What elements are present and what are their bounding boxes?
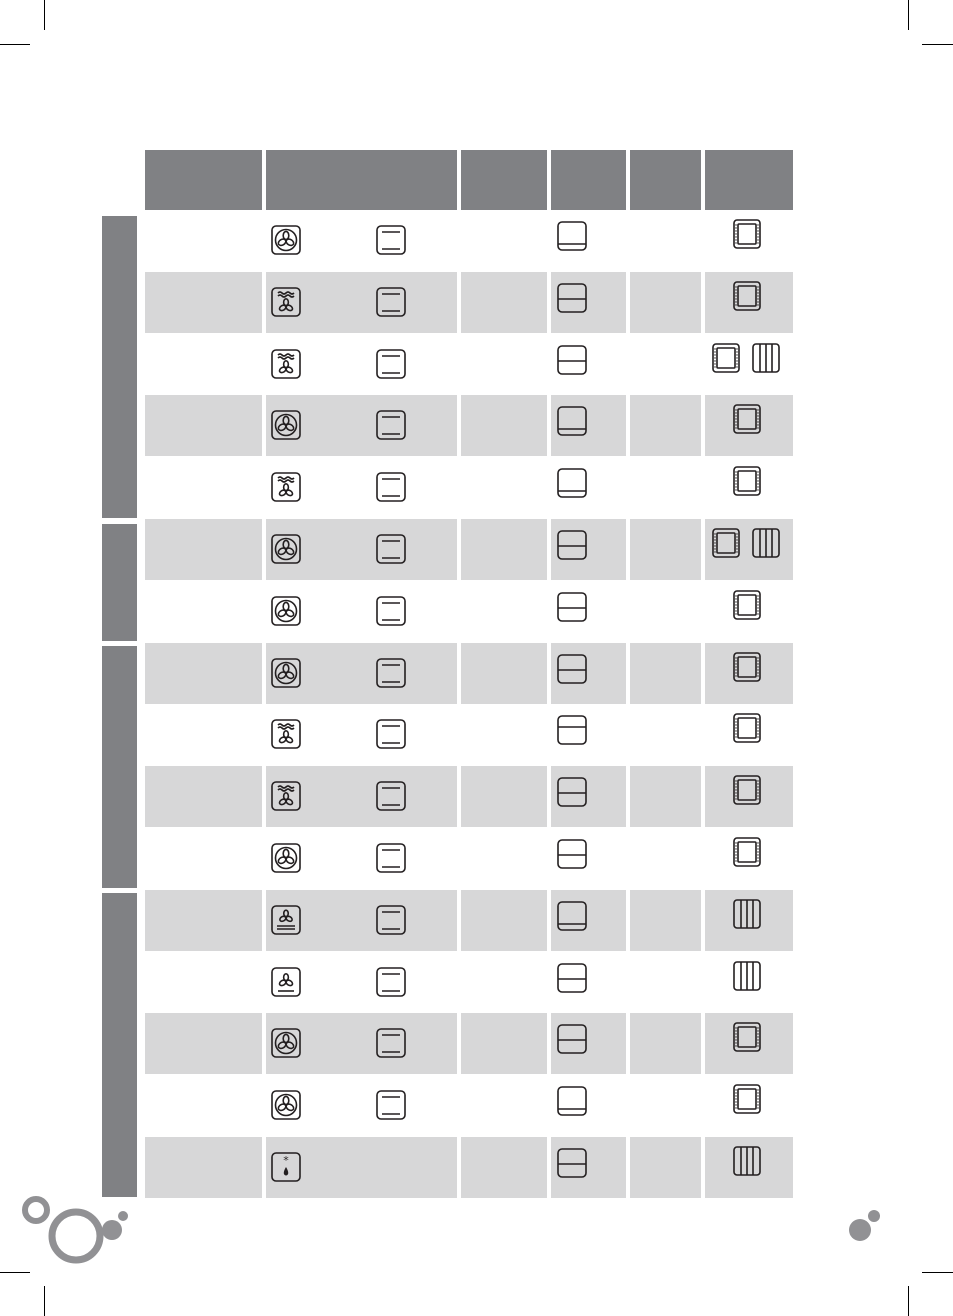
row-cell xyxy=(145,890,262,951)
display-icon xyxy=(375,286,407,318)
row-cell xyxy=(145,643,262,704)
fan-bottom-heat-icon xyxy=(270,904,302,936)
tray-icon xyxy=(731,712,763,744)
fan-grill-icon xyxy=(270,471,302,503)
row-cell xyxy=(630,1137,701,1198)
shelf-bottom-icon xyxy=(556,467,588,499)
row-cell xyxy=(461,519,547,580)
display-icon xyxy=(375,1027,407,1059)
shelf-middle-icon xyxy=(556,962,588,994)
shelf-bottom-icon xyxy=(556,1085,588,1117)
fan-round-icon xyxy=(270,842,302,874)
rack-icon xyxy=(750,342,782,374)
header-cell-4 xyxy=(630,150,701,210)
row-cell xyxy=(461,395,547,456)
shelf-bottom-icon xyxy=(556,220,588,252)
row-cell xyxy=(630,1013,701,1074)
shelf-bottom-icon xyxy=(556,900,588,932)
fan-grill-icon xyxy=(270,780,302,812)
rack-icon xyxy=(731,898,763,930)
svg-text:*: * xyxy=(283,1154,289,1167)
row-cell xyxy=(461,766,547,827)
display-icon xyxy=(375,224,407,256)
row-cell xyxy=(145,1137,262,1198)
row-cell xyxy=(461,272,547,333)
decorative-circles-left xyxy=(20,1188,140,1268)
crop-mark xyxy=(922,44,953,45)
display-icon xyxy=(375,718,407,750)
crop-mark xyxy=(44,1286,45,1316)
row-cell xyxy=(630,643,701,704)
fan-round-icon xyxy=(270,657,302,689)
crop-mark xyxy=(0,44,30,45)
tray-icon xyxy=(731,403,763,435)
rack-icon xyxy=(750,527,782,559)
shelf-middle-icon xyxy=(556,1147,588,1179)
tray-icon xyxy=(731,280,763,312)
row-cell xyxy=(145,766,262,827)
shelf-middle-icon xyxy=(556,529,588,561)
fan-round-icon xyxy=(270,409,302,441)
fan-round-icon xyxy=(270,1089,302,1121)
fan-round-icon xyxy=(270,595,302,627)
tray-icon xyxy=(731,651,763,683)
fan-grill-icon xyxy=(270,718,302,750)
row-cell xyxy=(145,519,262,580)
category-bar xyxy=(102,524,137,641)
row-cell xyxy=(145,395,262,456)
category-bar xyxy=(102,893,137,1197)
display-icon xyxy=(375,780,407,812)
tray-icon xyxy=(731,774,763,806)
crop-mark xyxy=(922,1272,953,1273)
shelf-middle-icon xyxy=(556,344,588,376)
tray-icon xyxy=(710,342,742,374)
display-icon xyxy=(375,904,407,936)
tray-icon xyxy=(731,1021,763,1053)
row-cell xyxy=(630,519,701,580)
shelf-middle-icon xyxy=(556,282,588,314)
shelf-middle-icon xyxy=(556,591,588,623)
crop-mark xyxy=(44,0,45,30)
display-icon xyxy=(375,657,407,689)
row-cell xyxy=(461,1013,547,1074)
display-icon xyxy=(375,1089,407,1121)
tray-icon xyxy=(731,589,763,621)
rack-icon xyxy=(731,960,763,992)
fan-plain-icon xyxy=(270,966,302,998)
fan-round-icon xyxy=(270,533,302,565)
crop-mark xyxy=(0,1272,30,1273)
shelf-middle-icon xyxy=(556,776,588,808)
shelf-bottom-icon xyxy=(556,405,588,437)
row-cell xyxy=(461,1137,547,1198)
fan-round-icon xyxy=(270,224,302,256)
category-bar xyxy=(102,216,137,518)
fan-grill-icon xyxy=(270,348,302,380)
row-cell xyxy=(461,643,547,704)
display-icon xyxy=(375,533,407,565)
row-cell xyxy=(145,272,262,333)
row-cell xyxy=(630,395,701,456)
row-cell xyxy=(145,1013,262,1074)
tray-icon xyxy=(731,1083,763,1115)
display-icon xyxy=(375,966,407,998)
crop-mark xyxy=(908,0,909,30)
row-cell xyxy=(461,890,547,951)
category-bar xyxy=(102,646,137,888)
decorative-circles-right xyxy=(840,1204,890,1249)
shelf-top-icon xyxy=(556,714,588,746)
tray-icon xyxy=(731,218,763,250)
header-cell-1 xyxy=(266,150,457,210)
display-icon xyxy=(375,409,407,441)
row-cell xyxy=(630,272,701,333)
rack-icon xyxy=(731,1145,763,1177)
header-cell-0 xyxy=(145,150,262,210)
fan-grill-icon xyxy=(270,286,302,318)
shelf-middle-icon xyxy=(556,653,588,685)
tray-icon xyxy=(710,527,742,559)
row-cell xyxy=(630,766,701,827)
header-cell-3 xyxy=(551,150,626,210)
row-cell xyxy=(630,890,701,951)
display-icon xyxy=(375,842,407,874)
fan-round-icon xyxy=(270,1027,302,1059)
tray-icon xyxy=(731,836,763,868)
display-icon xyxy=(375,471,407,503)
shelf-middle-icon xyxy=(556,1023,588,1055)
shelf-middle-icon xyxy=(556,838,588,870)
display-icon xyxy=(375,595,407,627)
tray-icon xyxy=(731,465,763,497)
defrost-icon xyxy=(270,1151,302,1183)
crop-mark xyxy=(908,1286,909,1316)
display-icon xyxy=(375,348,407,380)
header-cell-2 xyxy=(461,150,547,210)
header-cell-5 xyxy=(705,150,793,210)
